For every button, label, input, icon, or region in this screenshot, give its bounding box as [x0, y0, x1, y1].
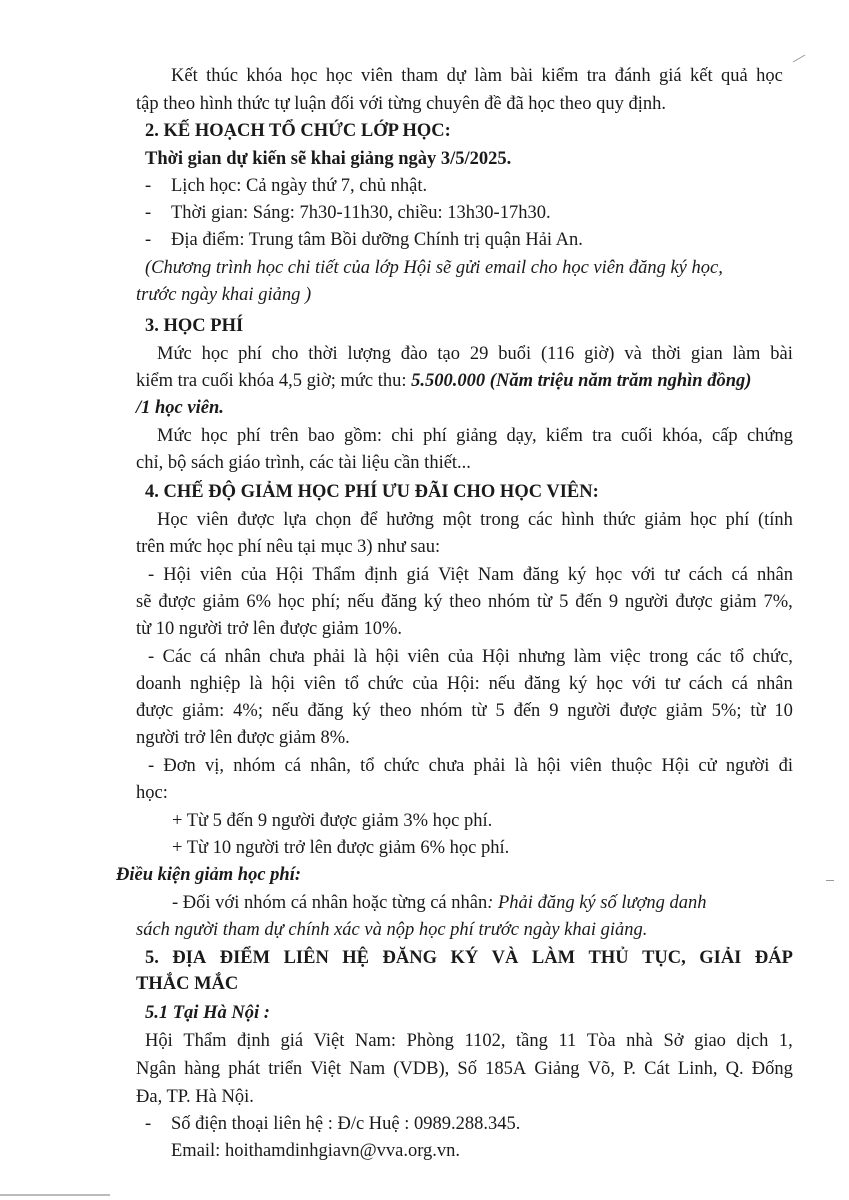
conditions-line-2: sách người tham dự chính xác và nộp học phí trước ngày khai giảng. [136, 920, 648, 940]
non-members-line-2: doanh nghiệp là hội viên tổ chức của Hội: nếu đăng ký học với tư cách cá nhân [136, 674, 793, 694]
scan-edge-mark [0, 1194, 110, 1196]
fee-amount: 5.500.000 (Năm triệu năm trăm nghìn đồng) [411, 371, 752, 391]
conditions-line-1: - Đối với nhóm cá nhân hoặc từng cá nhân: Phải đăng ký số lượng danh [172, 893, 707, 913]
discount-intro-line-1: Học viên được lựa chọn để hưởng một trong các hình thức giảm học phí (tính [157, 510, 793, 530]
section-4-heading: 4. CHẾ ĐỘ GIẢM HỌC PHÍ ƯU ĐÃI CHO HỌC VIÊN: [145, 482, 599, 502]
bullet-location: - Địa điểm: Trung tâm Bồi dưỡng Chính trị quận Hải An. [145, 230, 583, 250]
bullet-time: - Thời gian: Sáng: 7h30-11h30, chiều: 13h30-17h30. [145, 203, 551, 223]
members-line-1: - Hội viên của Hội Thẩm định giá Việt Nam đăng ký học với tư cách cá nhân [148, 565, 793, 585]
program-note-line-2: trước ngày khai giảng ) [136, 285, 312, 305]
fee-line-2: kiểm tra cuối khóa 4,5 giờ; mức thu: 5.500.000 (Năm triệu năm trăm nghìn đồng) [136, 371, 752, 391]
non-members-line-4: người trở lên được giảm 8%. [136, 728, 350, 748]
groups-sub-2: + Từ 10 người trở lên được giảm 6% học phí. [172, 838, 510, 858]
non-members-line-3: được giảm: 4%; nếu đăng ký theo nhóm từ 5 đến 9 người được giảm 5%; từ 10 [136, 701, 793, 721]
groups-sub-1: + Từ 5 đến 9 người được giảm 3% học phí. [172, 811, 493, 831]
fee-line-3: /1 học viên. [136, 398, 224, 418]
section-5-heading-line-1: 5. ĐỊA ĐIỂM LIÊN HỆ ĐĂNG KÝ VÀ LÀM THỦ TỤC, GIẢI ĐÁP [145, 948, 793, 968]
section-5-heading-line-2: THẮC MẮC [136, 974, 239, 994]
members-line-2: sẽ được giảm 6% học phí; nếu đăng ký theo nhóm từ 5 đến 9 người được giảm 7%, [136, 592, 793, 612]
intro-line-2: tập theo hình thức tự luận đối với từng chuyên đề đã học theo quy định. [136, 94, 667, 114]
section-3-heading: 3. HỌC PHÍ [145, 316, 244, 336]
section-2-heading: 2. KẾ HOẠCH TỔ CHỨC LỚP HỌC: [145, 121, 451, 141]
intro-line-1: Kết thúc khóa học học viên tham dự làm bài kiểm tra đánh giá kết quả học [171, 66, 783, 86]
scan-speck [826, 880, 834, 881]
bullet-schedule: - Lịch học: Cả ngày thứ 7, chủ nhật. [145, 176, 428, 196]
fee-includes-line-1: Mức học phí trên bao gồm: chi phí giảng dạy, kiểm tra cuối khóa, cấp chứng [157, 426, 793, 446]
members-line-3: từ 10 người trở lên được giảm 10%. [136, 619, 402, 639]
fee-line-1: Mức học phí cho thời lượng đào tạo 29 buổi (116 giờ) và thời gian làm bài [157, 344, 793, 364]
address-line-2: Ngân hàng phát triển Việt Nam (VDB), Số 185A Giảng Võ, P. Cát Linh, Q. Đống [136, 1059, 793, 1079]
hanoi-subheading: 5.1 Tại Hà Nội : [145, 1003, 270, 1023]
address-line-1: Hội Thẩm định giá Việt Nam: Phòng 1102, tầng 11 Tòa nhà Sở giao dịch 1, [145, 1031, 793, 1051]
program-note-line-1: (Chương trình học chi tiết của lớp Hội sẽ gửi email cho học viên đăng ký học, [145, 258, 723, 278]
fee-includes-line-2: chỉ, bộ sách giáo trình, các tài liệu cần thiết... [136, 453, 471, 473]
opening-date: Thời gian dự kiến sẽ khai giảng ngày 3/5/2025. [145, 149, 512, 169]
non-members-line-1: - Các cá nhân chưa phải là hội viên của Hội nhưng làm việc trong các tổ chức, [148, 647, 793, 667]
address-line-3: Đa, TP. Hà Nội. [136, 1087, 254, 1107]
contact-phone: - Số điện thoại liên hệ : Đ/c Huệ : 0989.288.345. [145, 1114, 521, 1134]
groups-line-1: - Đơn vị, nhóm cá nhân, tổ chức chưa phải là hội viên thuộc Hội cử người đi [148, 756, 793, 776]
discount-intro-line-2: trên mức học phí nêu tại mục 3) như sau: [136, 537, 441, 557]
discount-conditions-label: Điều kiện giảm học phí: [116, 865, 302, 885]
contact-email: Email: hoithamdinhgiavn@vva.org.vn. [171, 1141, 461, 1161]
scan-speck [793, 55, 806, 63]
groups-line-2: học: [136, 783, 168, 803]
